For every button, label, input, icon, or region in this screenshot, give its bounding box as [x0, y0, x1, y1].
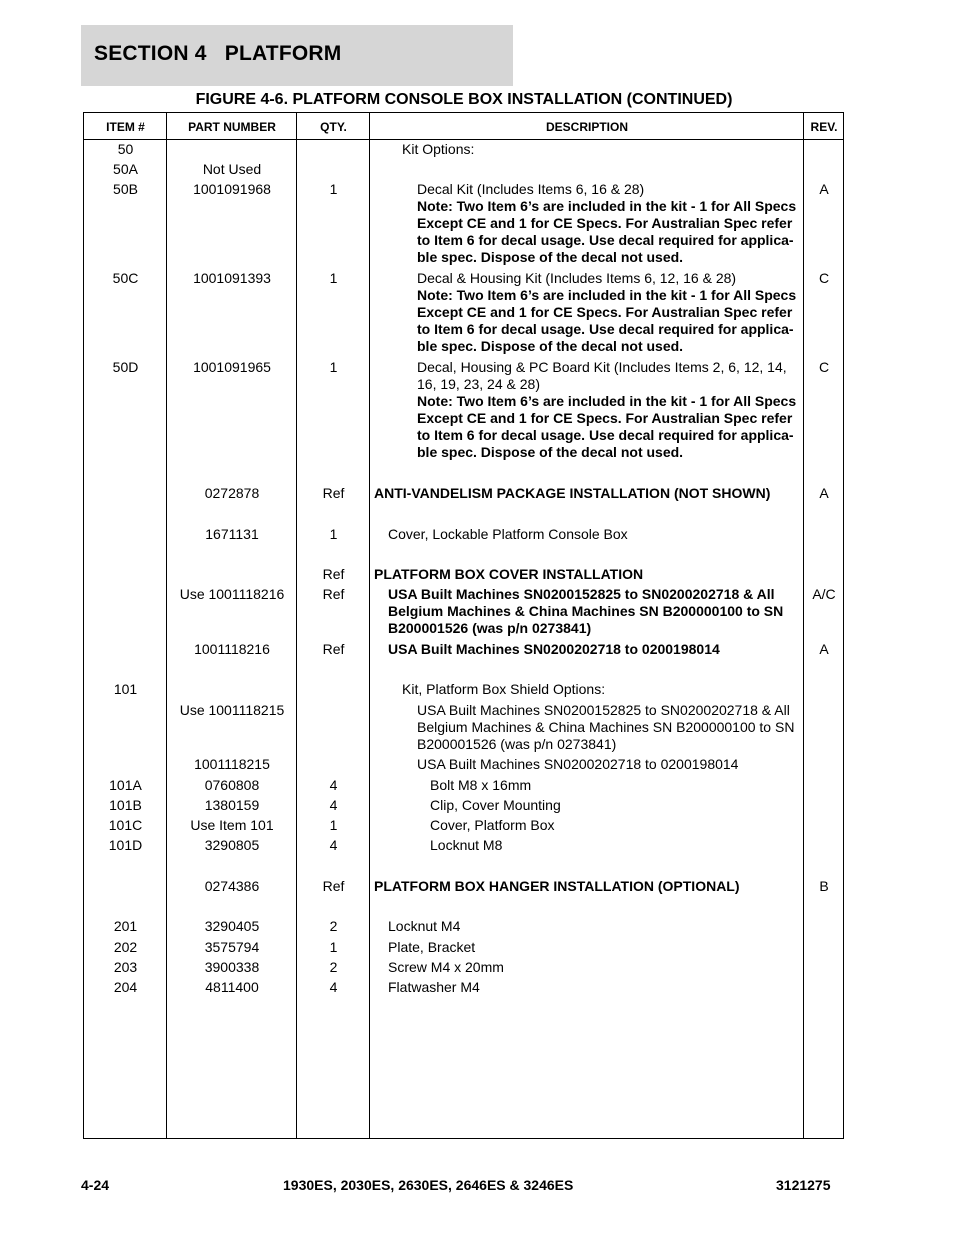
parts-table [83, 112, 844, 1139]
item-number: 204 [113, 979, 138, 995]
description-block [417, 359, 797, 461]
description: PLATFORM BOX COVER INSTALLATION [374, 566, 644, 582]
description: USA Built Machines SN0200202718 to 0200198014 [417, 756, 739, 772]
item-number: 50B [113, 181, 138, 197]
quantity: 1 [329, 817, 338, 833]
item-number: 101A [109, 777, 142, 793]
description: Decal Kit (Includes Items 6, 16 & 28) [417, 181, 645, 197]
revision: A [819, 181, 829, 197]
description: Kit, Platform Box Shield Options: [402, 681, 606, 697]
figure-title: FIGURE 4-6. PLATFORM CONSOLE BOX INSTALLATION (CONTINUED) [195, 91, 733, 108]
quantity: Ref [322, 566, 345, 582]
quantity: 4 [329, 837, 338, 853]
quantity: Ref [322, 586, 345, 602]
part-number: 1380159 [204, 797, 260, 813]
part-number: 3575794 [204, 939, 260, 955]
quantity: 1 [329, 270, 338, 286]
part-number: Not Used [202, 161, 262, 177]
description: Plate, Bracket [388, 939, 476, 955]
quantity: 4 [329, 777, 338, 793]
description-note: Note: Two Item 6’s are included in the kit - 1 for All Specs Except CE and 1 for CE Specs. For Australian Spec refer to Item 6 for decal usage. Use decal required for applica-ble spec. Dispose of the decal not used. [417, 287, 797, 354]
quantity: 2 [329, 918, 338, 934]
description: USA Built Machines SN0200202718 to 0200198014 [388, 641, 720, 657]
item-number: 101 [113, 681, 138, 697]
item-number: 50 [117, 141, 134, 157]
description: Kit Options: [402, 141, 475, 157]
description: Decal, Housing & PC Board Kit (Includes Items 2, 6, 12, 14, 16, 19, 23, 24 & 28) [417, 359, 787, 392]
item-number: 202 [113, 939, 138, 955]
part-number: 1671131 [205, 526, 259, 542]
quantity: Ref [322, 878, 345, 894]
part-number: Use Item 101 [190, 817, 274, 833]
part-number: Use 1001118215 [179, 702, 285, 718]
description-block [417, 181, 797, 266]
part-number: Use 1001118216 [179, 586, 285, 602]
item-number: 101B [109, 797, 142, 813]
col-header-rev: REV. [810, 120, 838, 134]
quantity: 4 [329, 797, 338, 813]
description: USA Built Machines SN0200152825 to SN0200202718 & All Belgium Machines & China Machines SN B200000100 to SN B200001526 (was p/n 0273841) [388, 586, 784, 636]
description: Bolt M8 x 16mm [430, 777, 532, 793]
col-header-part-number: PART NUMBER [188, 120, 276, 134]
item-number: 50C [112, 270, 139, 286]
document-number: 3121275 [776, 1177, 831, 1193]
quantity: 1 [329, 359, 338, 375]
part-number: 1001118215 [194, 756, 270, 772]
part-number: 1001091393 [193, 270, 271, 286]
part-number: 0272878 [204, 485, 260, 501]
description: Locknut M8 [430, 837, 503, 853]
quantity: 1 [329, 526, 338, 542]
revision: C [818, 270, 830, 286]
part-number: 0760808 [204, 777, 260, 793]
col-header-description: DESCRIPTION [545, 120, 628, 134]
page-number: 4-24 [81, 1177, 110, 1193]
description: Screw M4 x 20mm [388, 959, 504, 975]
col-header-qty: QTY. [320, 120, 347, 134]
part-number: 3290805 [204, 837, 260, 853]
description: PLATFORM BOX HANGER INSTALLATION (OPTIONAL) [374, 878, 740, 894]
description: Cover, Lockable Platform Console Box [388, 526, 628, 542]
part-number: 3900338 [204, 959, 260, 975]
revision: C [818, 359, 830, 375]
description: Locknut M4 [388, 918, 461, 934]
description: USA Built Machines SN0200152825 to SN0200202718 & All Belgium Machines & China Machines SN B200000100 to SN B200001526 (was p/n 0273841) [417, 702, 795, 752]
model-list: 1930ES, 2030ES, 2630ES, 2646ES & 3246ES [283, 1177, 574, 1193]
part-number: 1001118216 [194, 641, 270, 657]
description-block [417, 270, 797, 355]
quantity: 4 [329, 979, 338, 995]
col-header-item: ITEM # [106, 120, 145, 134]
quantity: 1 [329, 939, 338, 955]
description-note: Note: Two Item 6’s are included in the kit - 1 for All Specs Except CE and 1 for CE Specs. For Australian Spec refer to Item 6 for decal usage. Use decal required for applica-ble spec. Dispose of the decal not used. [417, 198, 797, 265]
part-number: 4811400 [205, 979, 259, 995]
description: Decal & Housing Kit (Includes Items 6, 12, 16 & 28) [417, 270, 737, 286]
quantity: 2 [329, 959, 338, 975]
description: Flatwasher M4 [388, 979, 480, 995]
quantity: 1 [329, 181, 338, 197]
section-header-band [81, 25, 513, 86]
section-title: SECTION 4 PLATFORM [94, 42, 342, 65]
description-note: Note: Two Item 6’s are included in the kit - 1 for All Specs Except CE and 1 for CE Specs. For Australian Spec refer to Item 6 for decal usage. Use decal required for applica-ble spec. Dispose of the decal not used. [417, 393, 797, 460]
item-number: 101D [108, 837, 143, 853]
item-number: 201 [113, 918, 138, 934]
part-number: 1001091968 [193, 181, 271, 197]
part-number: 0274386 [204, 878, 260, 894]
description: Cover, Platform Box [430, 817, 555, 833]
revision: A [819, 641, 829, 657]
item-number: 50D [112, 359, 139, 375]
item-number: 203 [113, 959, 138, 975]
part-number: 1001091965 [193, 359, 271, 375]
description: ANTI-VANDELISM PACKAGE INSTALLATION (NOT SHOWN) [374, 485, 771, 501]
table-header [84, 113, 843, 140]
revision: B [819, 878, 829, 894]
revision: A [819, 485, 829, 501]
quantity: Ref [322, 485, 345, 501]
item-number: 101C [108, 817, 143, 833]
description: Clip, Cover Mounting [430, 797, 561, 813]
item-number: 50A [113, 161, 138, 177]
quantity: Ref [322, 641, 345, 657]
part-number: 3290405 [204, 918, 260, 934]
revision: A/C [812, 586, 836, 602]
